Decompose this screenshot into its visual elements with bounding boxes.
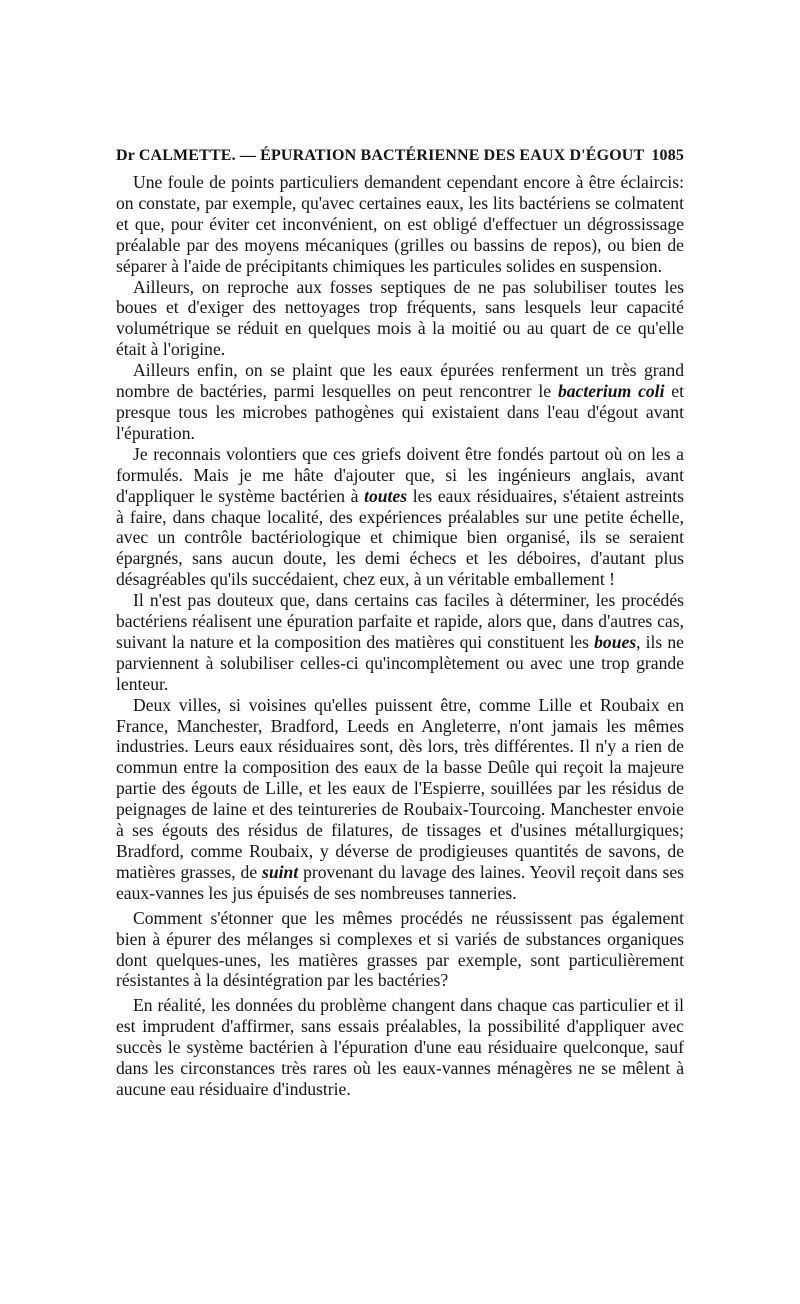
paragraph — [116, 360, 684, 444]
paragraph-text: les eaux résiduaires, s'étaient astreints à faire, dans chaque localité, des expériences préalables sur une petite échelle, avec un contrôle bactériologique et chimique bien organisé, ils se seraient épargnés, sans aucun doute, les demi échecs et les déboires, d'autant plus désagréables qu'ils succédaient, chez eux, à un véritable emballement ! — [116, 485, 684, 590]
paragraph-text: Une foule de points particuliers demandent cependant encore à être éclaircis: on constate, par exemple, qu'avec certaines eaux, les lits bactériens se colmatent et que, pour éviter cet inconvénient, on est obligé d'effectuer un dégrossissage préalable par des moyens mécaniques (grilles ou bassins de repos), ou bien de séparer à l'aide de précipitants chimiques les particules solides en suspension. — [116, 172, 684, 276]
paragraph-text: Ailleurs enfin, on se plaint que les eaux épurées renferment un très grand nombre de bactéries, parmi lesquelles on peut rencontrer le — [116, 360, 684, 402]
paragraph-text: et presque tous les microbes pathogènes qui existaient dans l'eau d'égout avant l'épuration. — [116, 381, 684, 443]
paragraph-text: Ailleurs, on reproche aux fosses septiques de ne pas solubiliser toutes les boues et d'exiger des nettoyages trop fréquents, sans lesquels leur capacité volumétrique se réduit en quelques mois à la moitié ou au quart de ce qu'elle était à l'origine. — [116, 276, 684, 360]
paragraph-text: , ils ne parviennent à solubiliser celles-ci qu'incomplètement ou avec une trop grande lenteur. — [116, 631, 684, 694]
paragraph — [116, 695, 684, 904]
paragraph-text: Deux villes, si voisines qu'elles puissent être, comme Lille et Roubaix en France, Manchester, Bradford, Leeds en Angleterre, n'ont jamais les mêmes industries. Leurs eaux résiduaires sont, dès lors, très différentes. Il n'y a rien de commun entre la composition des eaux de la basse Deûle qui reçoit la majeure partie des égouts de Lille, et les eaux de l'Espierre, souillées par les résidus de peignages de laine et des teintureries de Roubaix-Tourcoing. Manchester envoie à ses égouts des résidus de filatures, de tissages et d'usines métallurgiques; Bradford, comme Roubaix, y déverse de prodigieuses quantités de savons, de matières grasses, de — [116, 694, 684, 882]
paragraph — [116, 444, 684, 590]
paragraph — [116, 277, 684, 361]
italic-term: suint — [262, 861, 299, 882]
running-header — [116, 146, 684, 166]
page-number: 1085 — [651, 147, 684, 164]
paragraph — [116, 590, 684, 695]
italic-term: bacterium coli — [557, 381, 665, 402]
paragraph-text: Il n'est pas douteux que, dans certains cas faciles à déterminer, les procédés bactériens réalisent une épuration parfaite et rapide, alors que, dans d'autres cas, suivant la nature et la composition des matières qui constituent les — [116, 590, 684, 652]
paragraph-text: Comment s'étonner que les mêmes procédés ne réussissent pas également bien à épurer des mélanges si complexes et si variés de substances organiques dont quelques-unes, les matières grasses par exemple, sont particulièrement résistantes à la désintégration par les bactéries? — [116, 907, 684, 991]
paragraph-text: provenant du lavage des laines. Yeovil reçoit dans ses eaux-vannes les jus épuisés de ses nombreuses tanneries. — [116, 861, 685, 903]
italic-term: boues — [594, 631, 637, 652]
body-text — [116, 172, 684, 1100]
paragraph — [116, 908, 684, 992]
paragraph — [116, 172, 684, 277]
paragraph-text: Je reconnais volontiers que ces griefs doivent être fondés partout où on les a formulés. Mais je me hâte d'ajouter que, si les ingénieurs anglais, avant d'appliquer le système bactérien à — [116, 443, 684, 506]
running-title: Dr CALMETTE. — ÉPURATION BACTÉRIENNE DES EAUX D'ÉGOUT — [116, 147, 645, 164]
paragraph-text: En réalité, les données du problème changent dans chaque cas particulier et il est imprudent d'affirmer, sans essais préalables, la possibilité d'appliquer avec succès le système bactérien à l'épuration d'une eau résiduaire quelconque, sauf dans les circonstances très rares où les eaux-vannes ménagères ne se mêlent à aucune eau résiduaire d'industrie. — [116, 995, 684, 1099]
paragraph — [116, 995, 684, 1100]
italic-term: toutes — [364, 485, 408, 506]
